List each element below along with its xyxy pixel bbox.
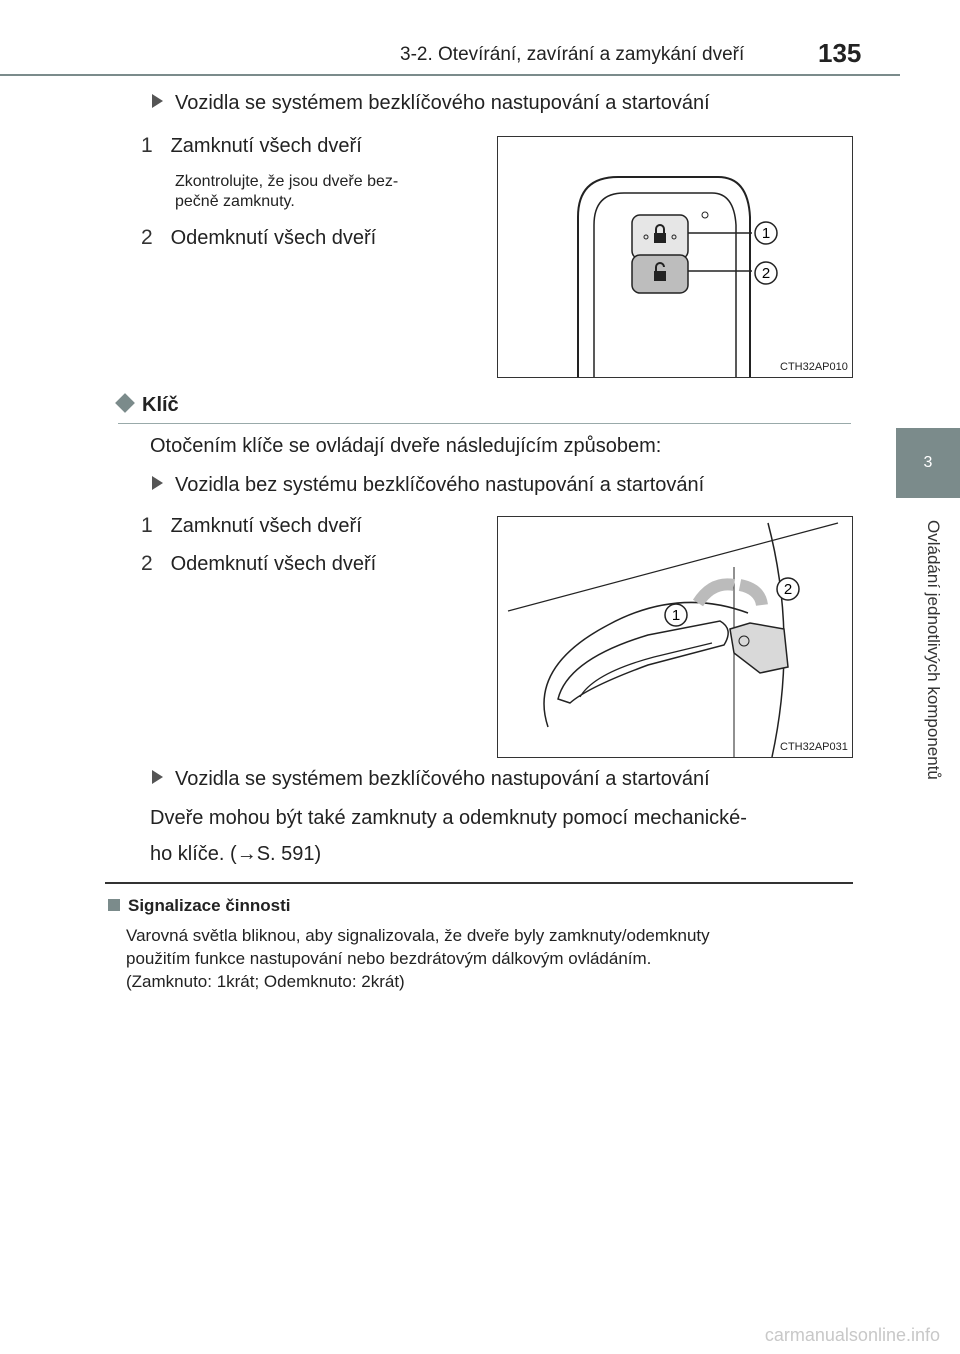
- square-bullet-icon: [108, 899, 120, 911]
- watermark: carmanualsonline.info: [764, 1325, 940, 1345]
- bullet-text: Vozidla se systémem bezklíčového nastupování a startování: [175, 92, 710, 114]
- callout-1: 1: [671, 607, 681, 624]
- diamond-icon: [115, 393, 135, 413]
- figure-key-fob: [497, 136, 853, 378]
- figure-door-key: [497, 516, 853, 758]
- section-rule: [118, 423, 851, 424]
- item-number: 1: [141, 514, 153, 537]
- item-text: Odemknutí všech dveří: [170, 553, 377, 575]
- page-number: 135: [818, 38, 862, 68]
- section-title-text: Klíč: [142, 394, 179, 416]
- chapter-side-label: Ovládání jednotlivých komponentů: [924, 520, 943, 780]
- item-text: Zamknutí všech dveří: [170, 515, 362, 537]
- callout-2: 2: [783, 581, 793, 598]
- signal-text: [126, 924, 866, 993]
- section-title: 3-2. Otevírání, zavírání a zamykání dveří: [400, 44, 745, 65]
- paragraph-line[interactable]: ho klíče. (→S. 591): [150, 843, 322, 865]
- note-line: pečně zamknuty.: [175, 193, 295, 210]
- callout-2: 2: [761, 265, 771, 282]
- triangle-bullet-icon: [152, 94, 163, 108]
- bullet-text: Vozidla bez systému bezklíčového nastupování a startování: [175, 474, 705, 496]
- section-heading: [118, 394, 179, 417]
- notes-rule: [105, 882, 853, 884]
- bullet-text: Vozidla se systémem bezklíčového nastupování a startování: [175, 768, 710, 790]
- item-number: 1: [141, 134, 153, 157]
- list-item: [141, 514, 362, 538]
- chapter-tab[interactable]: 3: [896, 428, 960, 498]
- list-item: [141, 552, 376, 576]
- section-intro: Otočením klíče se ovládají dveře následujícím způsobem:: [150, 435, 662, 457]
- triangle-bullet-icon: [152, 770, 163, 784]
- signal-title: Signalizace činnosti: [128, 896, 291, 915]
- figure-code: CTH32AP010: [780, 361, 848, 373]
- paragraph-line: Dveře mohou být také zamknuty a odemknuty pomocí mechanické-: [150, 807, 747, 829]
- list-item: [141, 226, 376, 250]
- figure-code: CTH32AP031: [780, 741, 848, 753]
- item-number: 2: [141, 226, 153, 249]
- mechanical-key-paragraph: [150, 800, 870, 872]
- signal-line: (Zamknuto: 1krát; Odemknuto: 2krát): [126, 972, 405, 991]
- item-text: Odemknutí všech dveří: [170, 227, 377, 249]
- item-note: [175, 172, 475, 212]
- triangle-bullet-icon: [152, 476, 163, 490]
- signal-line: Varovná světla bliknou, aby signalizovala, že dveře byly zamknuty/odemknuty: [126, 926, 710, 945]
- item-number: 2: [141, 552, 153, 575]
- callout-1: 1: [761, 225, 771, 242]
- list-item: [141, 134, 362, 158]
- header-rule: [0, 74, 900, 76]
- note-line: Zkontrolujte, že jsou dveře bez-: [175, 173, 399, 190]
- bullet-keyless-2: [152, 768, 710, 791]
- bullet-keyless-1: [152, 92, 710, 115]
- item-text: Zamknutí všech dveří: [170, 135, 362, 157]
- door-key-illustration: [498, 517, 852, 757]
- signal-heading: [108, 896, 291, 916]
- signal-line: použitím funkce nastupování nebo bezdrátovým dálkovým ovládáním.: [126, 949, 652, 968]
- bullet-no-keyless: [152, 474, 704, 497]
- key-fob-illustration: [498, 137, 852, 377]
